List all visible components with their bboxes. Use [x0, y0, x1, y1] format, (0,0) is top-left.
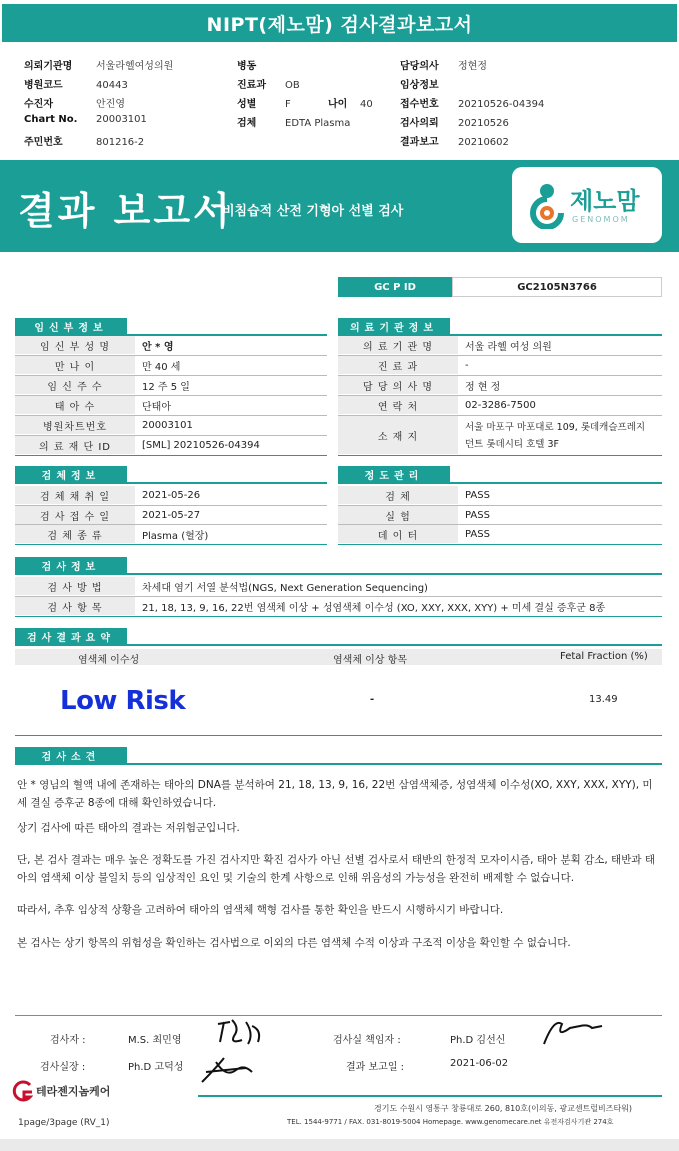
summary-col-aneuploidy: 염색체 이수성	[78, 655, 140, 666]
field-label: 실 험	[338, 506, 458, 524]
header-field: Chart No. 20003101	[24, 114, 147, 125]
finding-paragraph: 따라서, 추후 임상적 상황을 고려하여 태아의 염색체 핵형 검사를 통한 확인을 반드시 시행하시기 바랍니다.	[17, 904, 504, 916]
summary-col-fetal-fraction: Fetal Fraction (%)	[560, 651, 648, 662]
footer-bar	[0, 1139, 679, 1151]
field-value-cont: 던트 롯데시티 호텔 3F	[465, 439, 559, 450]
abnormal-item-value: -	[370, 694, 375, 705]
field-label: 담 당 의 사 명	[338, 376, 458, 394]
report-title-bar	[0, 0, 679, 42]
field-label: 검 체	[338, 486, 458, 504]
field-value: 2021-05-27	[142, 509, 201, 521]
summary-table-header	[15, 649, 662, 665]
field-value: 서울 라헬 여성 의원	[465, 341, 552, 353]
low-risk-result: Low Risk	[60, 686, 186, 716]
test-info-title: 검사정보	[15, 557, 127, 573]
summary-col-abnormal-items: 염색체 이상 항목	[333, 655, 407, 666]
logo-subtext: GENOMOM	[572, 215, 630, 224]
gcp-id-row	[338, 277, 662, 297]
row-divider	[15, 735, 662, 736]
header-field: 병동	[237, 61, 257, 72]
header-field: 담당의사 정현정	[400, 61, 487, 72]
finding-paragraph: 본 검사는 상기 항목의 위험성을 확인하는 검사법으로 이외의 다른 염색체 수적 이상과 구조적 이상을 확인할 수 없습니다.	[17, 937, 571, 949]
banner-subtitle: 비침습적 산전 기형아 선별 검사	[222, 204, 404, 219]
company-address: 경기도 수원시 영통구 창룡대로 260, 810호(이의동, 광교센트럴비즈타워)	[374, 1104, 633, 1113]
genomom-logo-icon	[526, 181, 568, 229]
field-value: PASS	[465, 489, 490, 501]
header-field: 병원코드 40443	[24, 80, 128, 91]
field-label: 병원차트번호	[15, 416, 135, 434]
finding-paragraph: 안 * 영님의 혈액 내에 존재하는 태아의 DNA를 분석하여 21, 18, 13, 9, 16, 22번 삼염색체증, 성염색체 이수성(XO, XXY, XXX, XYY), 미세 결실 증후군 8종에 대해 확인하였습니다.	[17, 779, 653, 809]
row-divider	[15, 544, 327, 545]
field-value: 2021-05-26	[142, 489, 201, 501]
header-field: 접수번호 20210526-04394	[400, 99, 545, 110]
lab-head-name: Ph.D 김선신	[450, 1035, 506, 1046]
field-value: 만 40 세	[142, 361, 181, 373]
logo-text: 제노맘	[570, 187, 640, 215]
company-name: 테라젠지놈케어	[36, 1085, 111, 1098]
row-divider	[338, 455, 662, 456]
footer-divider	[198, 1095, 662, 1097]
summary-title: 검사결과요약	[15, 628, 127, 644]
row-divider	[15, 616, 662, 617]
field-label: 의 료 기 관 명	[338, 336, 458, 354]
row-divider	[15, 455, 327, 456]
header-field: 수진자 안진영	[24, 99, 125, 110]
terragen-logo	[8, 1080, 110, 1102]
report-date-value: 2021-06-02	[450, 1058, 509, 1069]
field-value: 단태아	[142, 401, 171, 413]
field-label: 검 사 항 목	[15, 597, 135, 615]
field-label: 태 아 수	[15, 396, 135, 414]
section-divider	[15, 482, 327, 484]
field-value: PASS	[465, 528, 490, 540]
field-value: 21, 18, 13, 9, 16, 22번 염색체 이상 + 성염색체 이수성 (XO, XXY, XXX, XYY) + 미세 결실 증후군 8종	[142, 602, 606, 614]
finding-paragraph: 상기 검사에 따른 태아의 결과는 저위험군입니다.	[17, 822, 240, 834]
field-value: 정 현 정	[465, 381, 501, 393]
field-label: 데 이 터	[338, 525, 458, 543]
section-divider	[15, 644, 662, 646]
report-date-label: 결과 보고일 :	[346, 1062, 405, 1073]
field-value: Plasma (혈장)	[142, 530, 209, 542]
header-field: 임상정보	[400, 80, 439, 91]
field-value: 12 주 5 일	[142, 381, 190, 393]
finding-paragraph: 단, 본 검사 결과는 매우 높은 정확도를 가진 검사지만 확진 검사가 아닌 선별 검사로서 태반의 한정적 모자이시즘, 태아 분획 감소, 태반과 태아의 염색체 이상 불일치 등의 임상적인 요인 및 기술의 한계 사항으로 인해 위음성의 가능성을 완전히 배제할 수 없습니다.	[17, 854, 655, 884]
header-field: 성별 F	[237, 99, 291, 110]
header-field: 주민번호 801216-2	[24, 137, 145, 148]
report-title: NIPT(제노맘) 검사결과보고서	[2, 4, 677, 42]
field-label: 검 사 접 수 일	[15, 506, 135, 524]
field-label: 검 사 방 법	[15, 577, 135, 595]
header-field-age: 나이 40	[328, 99, 373, 110]
section-divider	[15, 573, 662, 575]
genomom-logo	[512, 167, 662, 243]
field-label: 검 체 채 취 일	[15, 486, 135, 504]
tester-signature	[210, 1014, 270, 1050]
row-divider	[338, 544, 662, 545]
header-field: 결과보고 20210602	[400, 137, 509, 148]
section-divider	[15, 763, 662, 765]
tester-name: M.S. 최민영	[128, 1035, 182, 1046]
company-contact: TEL. 1544-9771 / FAX. 031-8019-5004 Homepage. www.genomecare.net 유전자검사기관 274호	[287, 1118, 614, 1126]
director-signature	[196, 1048, 260, 1088]
field-value: PASS	[465, 509, 490, 521]
header-field: 의뢰기관명 서울라헬여성의원	[24, 61, 174, 72]
fetal-fraction-value: 13.49	[589, 694, 618, 705]
field-value: 차세대 염기 서열 분석법(NGS, Next Generation Sequencing)	[142, 582, 428, 594]
specimen-info-title: 검체정보	[15, 466, 127, 482]
field-label: 임 신 주 수	[15, 376, 135, 394]
director-label: 검사실장 :	[40, 1062, 86, 1073]
findings-title: 검사소견	[15, 747, 127, 763]
gcp-id-value: GC2105N3766	[452, 277, 662, 297]
header-field: 검체 EDTA Plasma	[237, 118, 351, 129]
lab-head-signature	[540, 1014, 606, 1048]
field-label: 만 나 이	[15, 356, 135, 374]
field-value: [SML] 20210526-04394	[142, 439, 260, 451]
field-label: 임 신 부 성 명	[15, 336, 135, 354]
page-indicator: 1page/3page (RV_1)	[18, 1118, 110, 1128]
terragen-logo-icon	[8, 1080, 34, 1102]
field-value: 서울 마포구 마포대로 109, 롯데캐슬프레지	[465, 422, 646, 433]
qc-title: 정도관리	[338, 466, 450, 482]
header-field: 검사의뢰 20210526	[400, 118, 509, 129]
field-value: 안 * 영	[142, 341, 174, 353]
gcp-id-label: GC P ID	[338, 277, 452, 297]
field-label: 소 재 지	[338, 416, 458, 454]
field-value: -	[465, 359, 469, 371]
banner-title: 결과 보고서	[18, 189, 233, 233]
field-value: 02-3286-7500	[465, 399, 536, 411]
institution-info-title: 의료기관정보	[338, 318, 450, 334]
director-name: Ph.D 고덕성	[128, 1062, 184, 1073]
tester-label: 검사자 :	[50, 1035, 86, 1046]
section-divider	[338, 482, 662, 484]
pregnant-info-title: 임신부정보	[15, 318, 127, 334]
field-label: 진 료 과	[338, 356, 458, 374]
header-field: 진료과 OB	[237, 80, 300, 91]
field-label: 검 체 종 류	[15, 525, 135, 543]
field-label: 의 료 재 단 ID	[15, 436, 135, 454]
field-label: 연 락 처	[338, 396, 458, 414]
lab-head-label: 검사실 책임자 :	[333, 1035, 401, 1046]
field-value: 20003101	[142, 419, 193, 431]
